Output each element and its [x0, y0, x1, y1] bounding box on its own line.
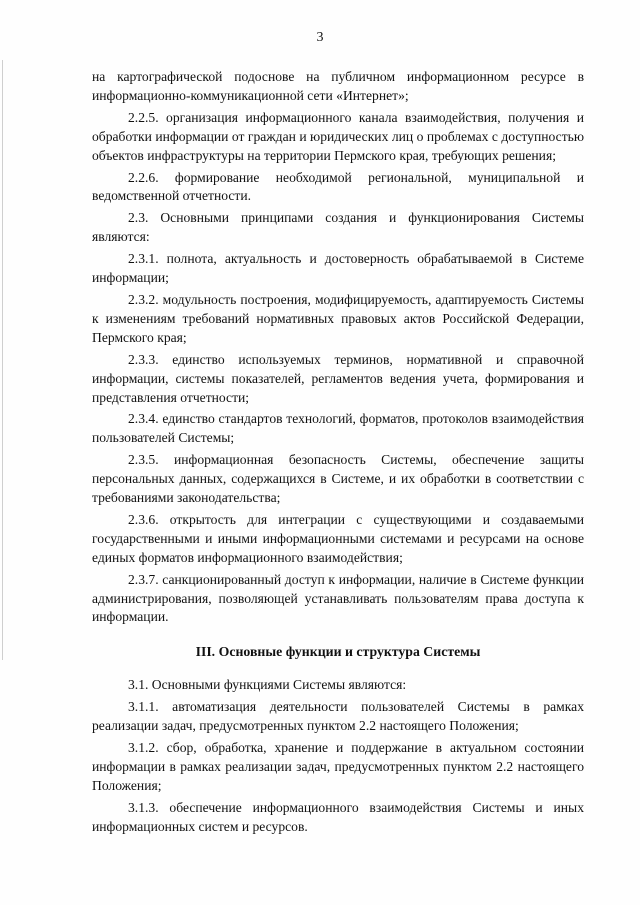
- paragraph-3-1-2: 3.1.2. сбор, обработка, хранение и поддержание в актуальном состоянии информации в рамках реализации задач, предусмотренных пунктом 2.2 настоящего Положения;: [92, 740, 584, 793]
- paragraph-2-3-2: 2.3.2. модульность построения, модифицируемость, адаптируемость Системы к изменениям требований нормативных правовых актов Российской Федерации, Пермского края;: [92, 291, 584, 345]
- paragraph-2-3-1: 2.3.1. полнота, актуальность и достоверность обрабатываемой в Системе информации;: [92, 251, 584, 286]
- paragraph-2-3-4: 2.3.4. единство стандартов технологий, форматов, протоколов взаимодействия пользователей Системы;: [92, 411, 584, 446]
- paragraph-3-1: 3.1. Основными функциями Системы являются:: [128, 677, 407, 693]
- scan-edge-line: [2, 60, 3, 660]
- section-heading: III. Основные функции и структура Системы: [195, 644, 481, 660]
- paragraph-2-2-6: 2.2.6. формирование необходимой региональной, муниципальной и ведомственной отчетности.: [92, 169, 584, 204]
- paragraph-2-2-5: 2.2.5. организация информационного канала взаимодействия, получения и обработки информации от граждан и юридических лиц о проблемах с доступностью объектов инфраструктуры на территории Пермского края, требующих решения;: [92, 109, 584, 163]
- paragraph-3-1-1: 3.1.1. автоматизация деятельности пользователей Системы в рамках реализации задач, предусмотренных пунктом 2.2 настоящего Положения;: [92, 699, 584, 734]
- paragraph-2-3-6: 2.3.6. открытость для интеграции с существующими и создаваемыми государственными и иными информационными системами и ресурсами на основе единых форматов информационного взаимодействия;: [92, 511, 584, 565]
- paragraph-2-3-3: 2.3.3. единство используемых терминов, нормативной и справочной информации, системы показателей, регламентов ведения учета, формирования и представления отчетности;: [92, 351, 584, 405]
- paragraph-2-3: 2.3. Основными принципами создания и функционирования Системы являются:: [92, 210, 584, 245]
- page-number: 3: [316, 30, 324, 45]
- document-body: [92, 68, 584, 837]
- paragraph-3-1-3: 3.1.3. обеспечение информационного взаимодействия Системы и иных информационных систем и ресурсов.: [92, 799, 584, 834]
- paragraph-2-3-7: 2.3.7. санкционированный доступ к информации, наличие в Системе функции администрирования, позволяющей устанавливать пользователям права доступа к информации.: [92, 571, 584, 625]
- paragraph-continuation: на картографической подоснове на публичном информационном ресурсе в информационно-коммуникационной сети «Интернет»;: [92, 69, 584, 103]
- paragraph-2-3-5: 2.3.5. информационная безопасность Системы, обеспечение защиты персональных данных, содержащихся в Системе, и их обработки в соответствии с требованиями законодательства;: [92, 452, 584, 506]
